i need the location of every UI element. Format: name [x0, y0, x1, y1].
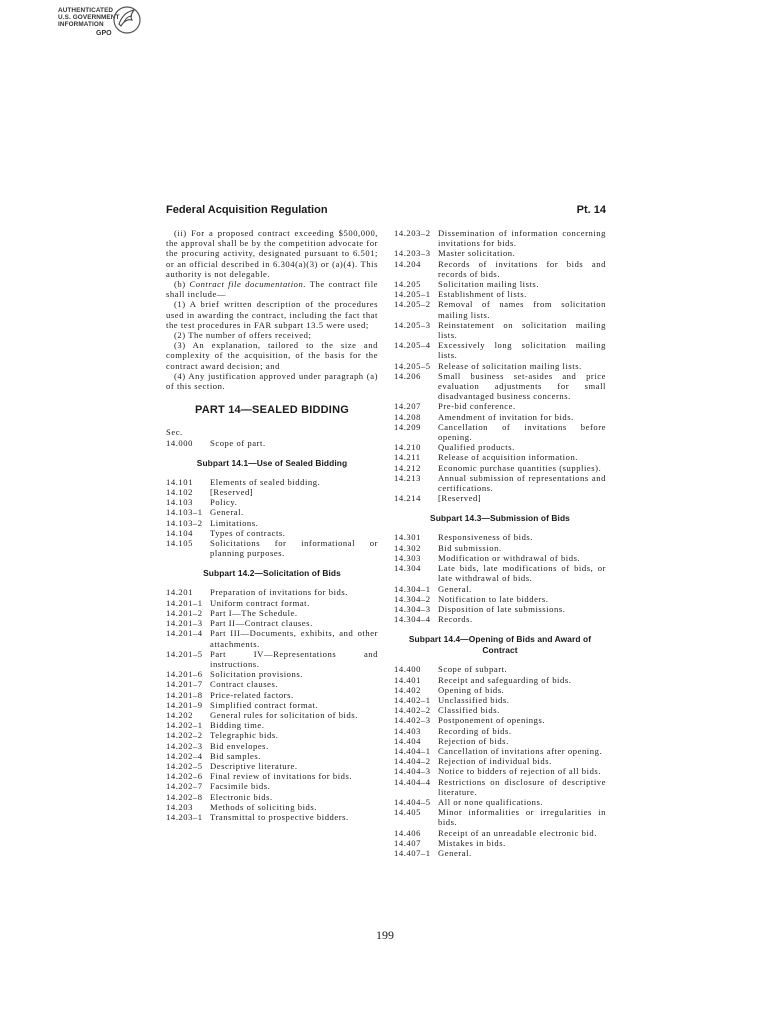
toc-title: Minor informalities or irregularities in bids.	[438, 807, 606, 828]
toc-number: 14.304	[394, 563, 421, 574]
toc-entry	[166, 618, 378, 628]
toc-title: Disposition of late submissions.	[438, 603, 566, 614]
gpo-seal-text	[58, 8, 120, 28]
sec-label: Sec.	[166, 427, 183, 438]
toc-number: 14.405	[394, 807, 421, 818]
gpo-seal-label: GPO	[96, 30, 112, 37]
toc-entry	[394, 493, 606, 503]
toc-title: Final review of invitations for bids.	[210, 771, 353, 782]
paragraph: (2) The number of offers received;	[174, 330, 312, 341]
toc-entry	[394, 248, 606, 258]
toc-title: Pre-bid conference.	[438, 401, 516, 412]
running-header	[166, 204, 606, 220]
toc-entry	[394, 777, 606, 797]
toc-entry	[166, 679, 378, 689]
toc-title: Release of acquisition information.	[438, 452, 579, 463]
toc-title: Responsiveness of bids.	[438, 532, 534, 543]
toc-number: 14.301	[394, 532, 421, 543]
toc-number: 14.000	[166, 437, 193, 448]
toc-entry	[394, 756, 606, 766]
toc-number: 14.103–2	[166, 517, 203, 528]
toc-entry	[394, 614, 606, 624]
toc-entry	[166, 438, 378, 448]
toc-number: 14.201–4	[166, 628, 203, 639]
toc-number: 14.203–2	[394, 228, 431, 238]
toc-title: Economic purchase quantities (supplies).	[438, 462, 602, 473]
toc-title: Price-related factors.	[210, 689, 294, 700]
toc-number: 14.203–1	[166, 811, 203, 822]
page-number: 199	[376, 928, 394, 942]
toc-title: Amendment of invitation for bids.	[438, 411, 574, 422]
toc-title: Methods of soliciting bids.	[210, 801, 317, 812]
toc-number: 14.404–2	[394, 756, 431, 767]
toc-number: 14.205–1	[394, 289, 431, 300]
toc-entry	[394, 695, 606, 705]
toc-title: Records.	[438, 614, 473, 625]
toc-list	[394, 228, 606, 503]
toc-number: 14.205–2	[394, 299, 431, 310]
toc-entry	[166, 761, 378, 771]
eagle-icon	[112, 4, 142, 36]
toc-title: Facsimile bids.	[210, 781, 271, 792]
toc-title: Notification to late bidders.	[438, 593, 549, 604]
toc-entry	[394, 848, 606, 858]
toc-title: General rules for solicitation of bids.	[210, 709, 358, 720]
toc-title: [Reserved]	[210, 487, 254, 498]
toc-entry	[394, 594, 606, 604]
toc-title: Contract clauses.	[210, 679, 279, 690]
toc-number: 14.303	[394, 552, 421, 563]
header-title: Federal Acquisition Regulation	[166, 204, 328, 216]
toc-number: 14.201–9	[166, 699, 203, 710]
toc-entry	[394, 401, 606, 411]
toc-title: Excessively long solicitation mailing lists.	[438, 340, 606, 361]
toc-title: General.	[210, 507, 244, 518]
toc-entry	[166, 507, 378, 517]
paragraph: (ii) For a proposed contract exceeding $500,000, the approval shall be by the competition advocate for the procuring activity, designated pursuant to 6.501; or an official described in 6.304(a)(3) or (a)(4). This authority is not delegable.	[166, 228, 378, 279]
toc-number: 14.201	[166, 587, 193, 598]
toc-title: Rejection of individual bids.	[438, 756, 552, 767]
toc-entry	[394, 452, 606, 462]
toc-number: 14.205	[394, 279, 421, 290]
toc-entry	[166, 538, 378, 558]
header-part: Pt. 14	[576, 204, 606, 216]
toc-number: 14.101	[166, 476, 193, 487]
toc-number: 14.211	[394, 452, 421, 463]
toc-number: 14.402–3	[394, 715, 431, 726]
toc-entry	[394, 736, 606, 746]
toc-number: 14.212	[394, 462, 421, 473]
toc-entry	[394, 584, 606, 594]
toc-title: Solicitation mailing lists.	[438, 279, 540, 290]
toc-number: 14.404–1	[394, 745, 431, 756]
toc-number: 14.201–2	[166, 607, 203, 618]
toc-title: Opening of bids.	[438, 684, 505, 695]
toc-title: Telegraphic bids.	[210, 730, 279, 741]
toc-entry	[166, 812, 378, 822]
toc-entry	[394, 604, 606, 614]
toc-title: Transmittal to prospective bidders.	[210, 811, 349, 822]
toc-entry	[394, 828, 606, 838]
toc-number: 14.404–3	[394, 766, 431, 777]
toc-number: 14.304–1	[394, 583, 431, 594]
seal-line: INFORMATION	[58, 20, 104, 28]
toc-title: Qualified products.	[438, 442, 515, 453]
toc-title: General.	[438, 847, 472, 858]
paragraph	[166, 279, 378, 299]
toc-number: 14.304–3	[394, 603, 431, 614]
toc-title: General.	[438, 583, 472, 594]
toc-entry	[166, 700, 378, 710]
toc-number: 14.403	[394, 725, 421, 736]
toc-number: 14.201–6	[166, 669, 203, 680]
toc-title: Removal of names from solicitation mailing lists.	[438, 299, 606, 320]
toc-number: 14.207	[394, 401, 421, 412]
toc-title: Electronic bids.	[210, 791, 273, 802]
toc-title: Solicitation provisions.	[210, 669, 303, 680]
toc-entry	[394, 371, 606, 402]
toc-title: Bidding time.	[210, 720, 265, 731]
toc-title: Late bids, late modifications of bids, or late withdrawal of bids.	[438, 563, 606, 584]
toc-title: Preparation of invitations for bids.	[210, 587, 348, 598]
toc-title: Small business set-asides and price evaluation adjustments for small disadvantaged business concerns.	[438, 370, 606, 402]
toc-number: 14.103–1	[166, 507, 203, 518]
toc-entry	[394, 553, 606, 563]
toc-list	[166, 587, 378, 822]
subpart-title: Subpart 14.2—Solicitation of Bids	[203, 568, 341, 579]
toc-title: Descriptive literature.	[210, 760, 298, 771]
toc-title: Modification or withdrawal of bids.	[438, 552, 581, 563]
toc-title: Master solicitation.	[438, 248, 516, 259]
toc-number: 14.102	[166, 487, 193, 498]
toc-entry	[166, 710, 378, 720]
toc-number: 14.202–4	[166, 750, 203, 761]
paragraph: (1) A brief written description of the procedures used in awarding the contract, including the fact that the test procedures in FAR subpart 13.5 were used;	[166, 299, 378, 330]
toc-number: 14.401	[394, 674, 421, 685]
toc-entry	[394, 532, 606, 542]
toc-entry	[166, 628, 378, 648]
toc-number: 14.304–2	[394, 593, 431, 604]
toc-number: 14.402–1	[394, 694, 431, 705]
toc-entry	[394, 442, 606, 452]
toc-list	[394, 532, 606, 624]
toc-title: Policy.	[210, 497, 238, 508]
toc-title: Uniform contract format.	[210, 597, 310, 608]
toc-title: Recording of bids.	[438, 725, 512, 736]
toc-number: 14.214	[394, 493, 421, 504]
toc-number: 14.201–5	[166, 648, 203, 659]
toc-entry	[166, 649, 378, 669]
toc-list	[394, 664, 606, 858]
toc-number: 14.209	[394, 421, 421, 432]
toc-entry	[166, 669, 378, 679]
toc-number: 14.302	[394, 542, 421, 553]
toc-number: 14.104	[166, 527, 193, 538]
toc-number: 14.105	[166, 538, 193, 549]
toc-number: 14.204	[394, 258, 421, 269]
toc-entry	[394, 361, 606, 371]
toc-number: 14.201–8	[166, 689, 203, 700]
toc-title: Part II—Contract clauses.	[210, 618, 313, 629]
part-title: PART 14—SEALED BIDDING	[195, 404, 349, 417]
toc-title: Release of solicitation mailing lists.	[438, 360, 582, 371]
toc-number: 14.202–7	[166, 781, 203, 792]
toc-title: Reinstatement on solicitation mailing lists.	[438, 319, 606, 341]
toc-number: 14.400	[394, 664, 421, 675]
right-column	[394, 228, 606, 858]
toc-entry	[166, 487, 378, 497]
toc-entry	[394, 463, 606, 473]
toc-number: 14.202–3	[166, 740, 203, 751]
toc-entry	[166, 598, 378, 608]
toc-number: 14.202–2	[166, 730, 203, 741]
toc-number: 14.205–5	[394, 360, 431, 371]
toc-entry	[394, 705, 606, 715]
toc-title: Elements of sealed bidding.	[210, 476, 321, 487]
toc-title: Types of contracts.	[210, 527, 286, 538]
toc-title: Mistakes in bids.	[438, 837, 506, 848]
toc-entry	[166, 497, 378, 507]
toc-title: Cancellation of invitations after opening.	[438, 745, 603, 756]
left-column	[166, 228, 378, 822]
toc-number: 14.208	[394, 411, 421, 422]
toc-entry	[166, 608, 378, 618]
toc-title: Postponement of openings.	[438, 715, 546, 726]
toc-entry	[166, 792, 378, 802]
toc-title: Bid submission.	[438, 542, 502, 553]
toc-entry	[394, 766, 606, 776]
toc-title: Part III—Documents, exhibits, and other attachments.	[210, 628, 378, 649]
toc-number: 14.213	[394, 472, 421, 483]
toc-number: 14.402	[394, 684, 421, 695]
toc-title: Solicitations for informational or planning purposes.	[210, 538, 378, 559]
toc-title: Scope of subpart.	[438, 664, 508, 675]
toc-title: Annual submission of representations and certifications.	[438, 472, 606, 494]
toc-title: Records of invitations for bids and records of bids.	[438, 258, 606, 279]
toc-title: Simplified contract format.	[210, 699, 319, 710]
toc-entry	[394, 797, 606, 807]
toc-entry	[394, 664, 606, 674]
toc-number: 14.202–6	[166, 771, 203, 782]
toc-number: 14.202–1	[166, 720, 203, 731]
toc-entry	[394, 726, 606, 736]
toc-title: Unclassified bids.	[438, 694, 510, 705]
toc-entry	[394, 563, 606, 583]
toc-entry	[166, 518, 378, 528]
toc-title: Bid envelopes.	[210, 740, 269, 751]
toc-title: Dissemination of information concerning invitations for bids.	[438, 228, 606, 249]
paragraph-heading: Contract file documentation.	[189, 279, 307, 290]
toc-entry	[166, 528, 378, 538]
toc-number: 14.201–3	[166, 618, 203, 629]
toc-title: Limitations.	[210, 517, 259, 528]
toc-number: 14.203	[166, 801, 193, 812]
toc-entry	[166, 730, 378, 740]
toc-entry	[394, 838, 606, 848]
toc-number: 14.304–4	[394, 614, 431, 625]
toc-entry	[394, 473, 606, 493]
toc-number: 14.404–5	[394, 796, 431, 807]
toc-title: Restrictions on disclosure of descriptive literature.	[438, 776, 606, 797]
toc-title: Part IV—Representations and instructions.	[210, 648, 378, 669]
toc-entry	[394, 289, 606, 299]
toc-title: Cancellation of invitations before opening.	[438, 421, 606, 443]
subpart-title: Subpart 14.4—Opening of Bids and Award of Contract	[408, 634, 592, 656]
toc-number: 14.210	[394, 442, 421, 453]
toc-entry	[394, 746, 606, 756]
toc-number: 14.404–4	[394, 776, 431, 787]
toc-title: Notice to bidders of rejection of all bids.	[438, 766, 602, 777]
toc-number: 14.205–4	[394, 340, 431, 351]
toc-entry	[166, 802, 378, 812]
subpart-title: Subpart 14.3—Submission of Bids	[430, 513, 570, 524]
toc-entry	[394, 259, 606, 279]
toc-entry	[394, 228, 606, 248]
toc-number: 14.201–1	[166, 597, 203, 608]
seal-line: AUTHENTICATED	[58, 7, 114, 14]
toc-title: Rejection of bids.	[438, 735, 509, 746]
paragraph-text: The contract file shall include—	[166, 279, 378, 300]
toc-title: All or none qualifications.	[438, 796, 544, 807]
toc-entry	[394, 279, 606, 289]
toc-number: 14.407–1	[394, 847, 431, 858]
toc-title: Part I—The Schedule.	[210, 607, 298, 618]
toc-number: 14.202	[166, 709, 193, 720]
toc-number: 14.202–5	[166, 760, 203, 771]
toc-title: Receipt and safeguarding of bids.	[438, 674, 572, 685]
paragraph-prefix: (b)	[174, 279, 190, 290]
toc-entry	[166, 741, 378, 751]
toc-entry	[394, 422, 606, 442]
subpart-title: Subpart 14.1—Use of Sealed Bidding	[196, 457, 348, 468]
toc-number: 14.202–8	[166, 791, 203, 802]
toc-number: 14.206	[394, 370, 421, 381]
toc-title: Receipt of an unreadable electronic bid.	[438, 827, 597, 838]
toc-number: 14.402–2	[394, 705, 431, 716]
paragraph: (4) Any justification approved under paragraph (a) of this section.	[166, 370, 378, 392]
toc-title: Bid samples.	[210, 750, 261, 761]
toc-number: 14.407	[394, 837, 421, 848]
toc-entry	[394, 299, 606, 319]
toc-list	[166, 477, 378, 559]
toc-entry	[166, 587, 378, 597]
toc-entry	[166, 720, 378, 730]
toc-entry	[166, 690, 378, 700]
toc-entry	[166, 781, 378, 791]
toc-title: Scope of part.	[210, 437, 266, 448]
toc-entry	[394, 807, 606, 827]
toc-title: [Reserved]	[438, 493, 482, 504]
toc-entry	[394, 340, 606, 360]
seal-line: U.S. GOVERNMENT	[58, 13, 120, 21]
toc-entry	[394, 412, 606, 422]
toc-entry	[394, 320, 606, 340]
toc-entry	[166, 477, 378, 487]
toc-scope	[166, 438, 378, 448]
toc-number: 14.201–7	[166, 679, 203, 690]
toc-entry	[394, 685, 606, 695]
toc-number: 14.103	[166, 497, 193, 508]
toc-entry	[394, 675, 606, 685]
toc-title: Classified bids.	[438, 705, 500, 716]
toc-number: 14.205–3	[394, 319, 431, 330]
toc-number: 14.406	[394, 827, 421, 838]
toc-number: 14.203–3	[394, 248, 431, 259]
toc-title: Establishment of lists.	[438, 289, 527, 300]
toc-entry	[166, 771, 378, 781]
toc-entry	[166, 751, 378, 761]
toc-entry	[394, 715, 606, 725]
toc-entry	[394, 543, 606, 553]
toc-number: 14.404	[394, 735, 421, 746]
paragraph: (3) An explanation, tailored to the size and complexity of the acquisition, of the basis for the contract award decision; and	[166, 340, 378, 371]
